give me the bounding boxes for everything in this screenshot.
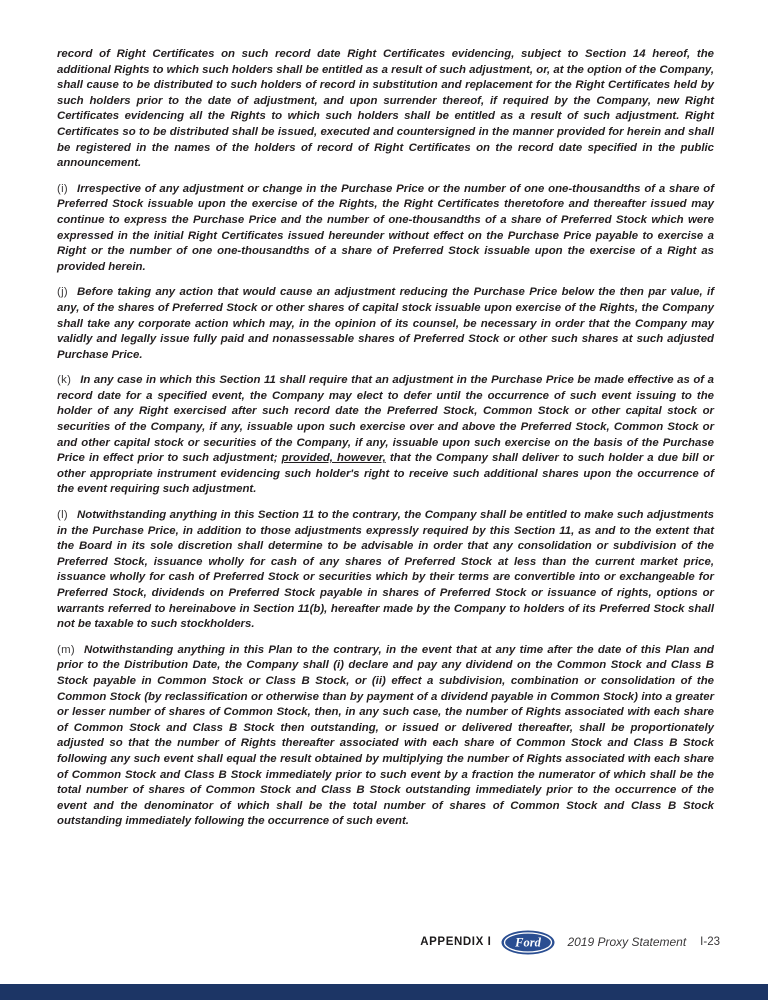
paragraph-text: Irrespective of any adjustment or change in the Purchase Price or the number of one one-thousandths of a share of Preferred Stock issuable upon the exercise of the Rights, the Right Certificates theretofore and thereafter issued may continue to express the Purchase Price and the number of one-thousandths of a share of Preferred Stock which were expressed in the initial Right Certificates issued hereunder without effect on the Purchase Price payable to exercise a Right or the number of one one-thousandths of a share of Preferred Stock issuable upon the exercise of a Right as provided herein. <box>57 182 714 273</box>
paragraph-label: (k) <box>57 374 72 387</box>
paragraph-text: record of Right Certificates on such record date Right Certificates evidencing, subject to Section 14 hereof, the additional Rights to which such holders shall be entitled as a result of such adjustment, or, at the option of the Company, shall cause to be distributed to such holders of record in substitution and replacement for the Right Certificates held by such holders prior to the date of adjustment, and upon surrender thereof, if required by the Company, new Right Certificates evidencing all the Rights to which such holders shall be entitled as a result of such adjustment. Right Certificates so to be distributed shall be issued, executed and countersigned in the manner provided for herein and shall be registered in the names of the holders of record of Right Certificates on the record date specified in the public announcement. <box>57 48 714 170</box>
ford-logo-text: Ford <box>515 935 542 949</box>
paragraph-label: (j) <box>57 286 69 299</box>
paragraph-continuation <box>57 47 714 172</box>
paragraph-l <box>57 508 714 633</box>
page-footer <box>420 928 720 956</box>
page-number: I-23 <box>700 936 720 948</box>
footer-accent-bar <box>0 984 768 1000</box>
paragraph-m <box>57 643 714 830</box>
paragraph-text: Notwithstanding anything in this Plan to the contrary, in the event that at any time after the date of this Plan and prior to the Distribution Date, the Company shall (i) declare and pay any dividend on the Common Stock and Class B Stock payable in Common Stock or Class B Stock, or (ii) effect a subdivision, combination or consolidation of the Common Stock (by reclassification or otherwise than by payment of a dividend payable in Common Stock) into a greater or lesser number of shares of Common Stock, then, in any such case, the number of Rights associated with each share of Common Stock and Class B Stock then outstanding, or issued or delivered thereafter, shall be proportionately adjusted so that the number of Rights thereafter associated with each share of Common Stock and Class B Stock following any such event shall equal the result obtained by multiplying the number of Rights associated with each share of Common Stock and Class B Stock immediately prior to such event by a fraction the numerator of which shall be the total number of shares of Common Stock and Class B Stock outstanding immediately prior to the occurrence of the event and the denominator of which shall be the total number of shares of Common Stock and Class B Stock outstanding immediately following the occurrence of such event. <box>57 643 714 828</box>
paragraph-k <box>57 373 714 498</box>
paragraph-text: that the Company shall deliver to such holder a due bill or other appropriate instrument evidencing such holder's right to receive such additional shares upon the occurrence of the event requiring such adjustment. <box>57 452 714 496</box>
paragraph-label: (i) <box>57 182 69 195</box>
document-body <box>57 47 714 840</box>
paragraph-text: Before taking any action that would cause an adjustment reducing the Purchase Price below the then par value, if any, of the shares of Preferred Stock or other shares of capital stock issuable upon exercise of the Rights, the Company shall take any corporate action which may, in the opinion of its counsel, be necessary in order that the Company may validly and legally issue fully paid and nonassessable shares of Preferred Stock or other such shares at such adjusted Purchase Price. <box>57 286 714 361</box>
paragraph-label: (l) <box>57 509 69 522</box>
appendix-label: APPENDIX I <box>420 936 492 948</box>
ford-logo-icon <box>501 930 555 955</box>
paragraph-j <box>57 285 714 363</box>
proxy-statement-label: 2019 Proxy Statement <box>567 935 687 949</box>
paragraph-text: In any case in which this Section 11 shall require that an adjustment in the Purchase Price be made effective as of a record date for a specified event, the Company may elect to defer until the occurrence of such event issuing to the holder of any Right exercised after such record date the Preferred Stock, Common Stock or other capital stock or securities of the Company, if any, issuable upon such exercise over and above the Preferred Stock, Common Stock or and other capital stock or securities of the Company, if any, issuable upon such exercise on the basis of the Purchase Price in effect prior to such adjustment; <box>57 374 714 465</box>
paragraph-text: Notwithstanding anything in this Section 11 to the contrary, the Company shall be entitled to make such adjustments in the Purchase Price, in addition to those adjustments expressly required by this Section 11, as and to the extent that the Board in its sole discretion shall determine to be advisable in order that any consolidation or subdivision of the Preferred Stock, issuance wholly for cash of any shares of Preferred Stock at less than the current market price, issuance wholly for cash of Preferred Stock or securities which by their terms are convertible into or exchangeable for Preferred Stock, dividends on Preferred Stock payable in shares of Preferred Stock or issuance of rights, options or warrants referred to hereinabove in Section 11(b), hereafter made by the Company to holders of its Preferred Stock shall not be taxable to such stockholders. <box>57 509 714 631</box>
underlined-phrase: provided, however, <box>281 452 386 465</box>
paragraph-i <box>57 182 714 276</box>
paragraph-label: (m) <box>57 643 75 656</box>
